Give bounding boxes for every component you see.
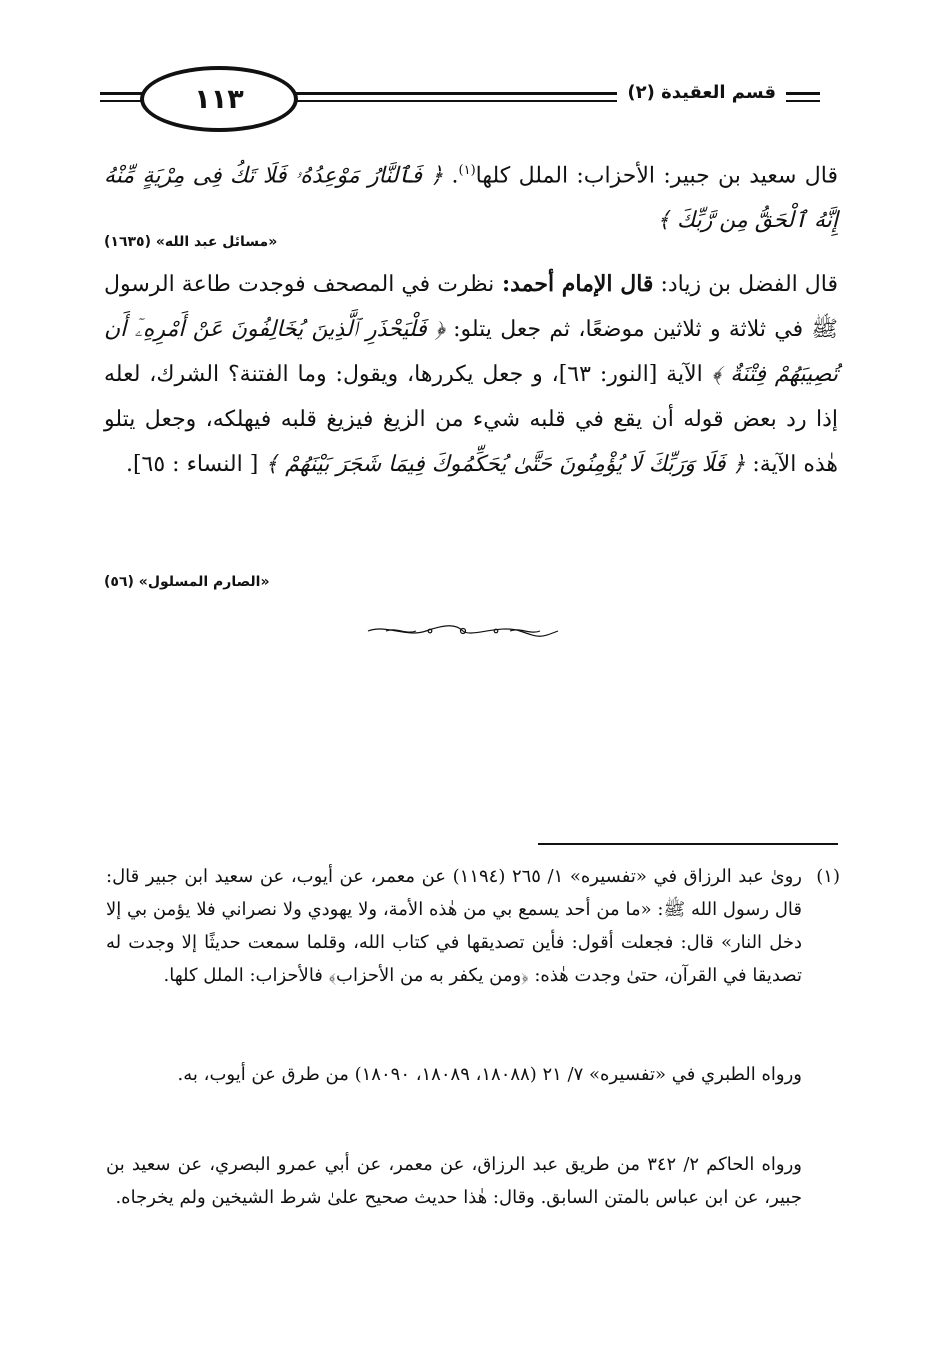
page-number-text: ١١٣ — [194, 83, 244, 115]
footnote-paragraph-3: ورواه الحاكم ٢/ ٣٤٢ من طريق عبد الرزاق، عن معمر، عن أبي عمرو البصري، عن سعيد بن جبير، عن ابن عباس بالمتن السابق. وقال: هٰذا حديث صحيح علىٰ شرط الشيخين ولم يخرجاه. — [106, 1154, 802, 1208]
page-header — [100, 62, 840, 132]
entry-2-speaker: قال الإمام أحمد: — [494, 271, 654, 297]
entry-2-text-3: [ النساء : ٦٥]. — [125, 452, 266, 477]
entry-1: قال سعيد بن جبير: الأحزاب: الملل كلها$^{(١)}$. ﴿ فَٱلنَّارُ مَوْعِدُهُۥ فَلَا تَكُ فِى مِرْيَةٍ مِّنْهُ إِنَّهُ ٱلْحَقُّ مِن رَّبِّكَ ﴾ — [104, 163, 838, 234]
entry-2 — [104, 262, 838, 487]
entry-1-text: قال سعيد بن جبير: الأحزاب: الملل كلها — [475, 163, 838, 189]
quran-verse-2: ﴿ فَلْيَحْذَرِ ٱلَّذِينَ يُخَالِفُونَ عَنْ أَمْرِهِۦٓ أَن تُصِيبَهُمْ فِتْنَةٌ ﴾ — [104, 317, 838, 387]
footnote-number: (١) — [816, 866, 840, 887]
running-header-title: قسم العقيدة (٢) — [617, 82, 786, 103]
footnote-paragraph-2: ورواه الطبري في «تفسيره» ٧/ ٢١ (١٨٠٨٨، ١٨٠٨٩، ١٨٠٩٠) من طرق عن أيوب، به. — [177, 1064, 802, 1085]
entry-2-text-1: نظرت في المصحف فوجدت طاعة الرسول ﷺ في ثلاثة و ثلاثين موضعًا، ثم جعل يتلو: — [104, 272, 838, 342]
ornament-divider — [366, 624, 560, 638]
page-number — [140, 66, 298, 132]
footnote-paragraph-1: رویٰ عبد الرزاق في «تفسيره» ١/ ٢٦٥ (١١٩٤) عن معمر، عن أيوب، عن سعيد ابن جبير قال: قال رسول الله ﷺ: «ما من أحد يسمع بي من هٰذه الأمة، ولا يهودي ولا نصراني فلا يؤمن بي إلا دخل النار» قال: فجعلت أقول: فأين تصديقها في كتاب الله، وقلما سمعت حديثًا إلا وجدت له تصديقا في القرآن، حتىٰ وجدت هٰذه: ﴿ومن يكفر به من الأحزاب﴾ فالأحزاب: الملل كلها. — [106, 866, 802, 986]
entry-2-intro: قال الفضل بن زياد: — [653, 272, 838, 297]
quran-verse-1: ﴿ فَٱلنَّارُ مَوْعِدُهُۥ فَلَا تَكُ فِى مِرْيَةٍ مِّنْهُ إِنَّهُ ٱلْحَقُّ مِن رَّبِّكَ ﴾ — [104, 163, 838, 234]
source-citation-2: «الصارم المسلول» (٥٦) — [104, 574, 270, 590]
entry-2-text-2: الآية [النور: ٦٣]، و جعل يكررها، ويقول: وما الفتنة؟ الشرك، لعله إذا رد بعض قوله أن يقع في قلبه شيء من الزيغ فيزيغ قلبه فيهلكه، وجعل يتلو هٰذه الآية: — [104, 362, 838, 477]
footnote-marker[interactable]: (١) — [458, 163, 476, 178]
source-citation-1: «مسائل عبد الله» (١٦٣٥) — [104, 234, 278, 250]
quran-verse-3: ﴿ فَلَا وَرَبِّكَ لَا يُؤْمِنُونَ حَتَّىٰ يُحَكِّمُوكَ فِيمَا شَجَرَ بَيْنَهُمْ ﴾ — [265, 452, 746, 477]
footnote-separator — [538, 843, 838, 845]
